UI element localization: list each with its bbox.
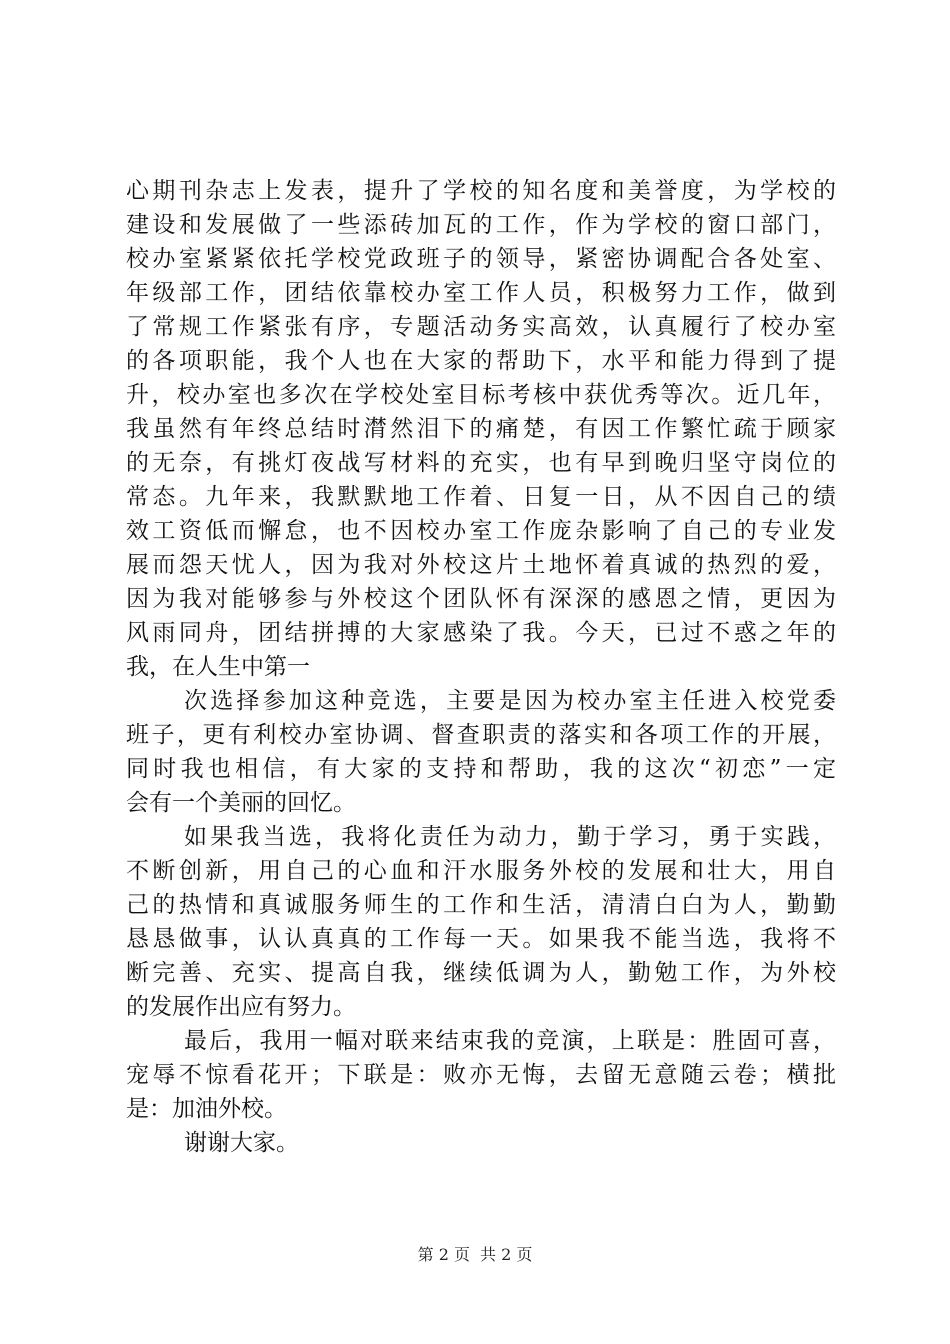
text-line: 我，在人生中第一 [126,654,310,680]
text-line: 的无奈，有挑灯夜战写材料的充实，也有早到晚归坚守岗位的 [126,450,836,476]
text-line: 常态。九年来，我默默地工作着、日复一日，从不因自己的绩 [126,484,836,510]
text-line: 心期刊杂志上发表，提升了学校的知名度和美誉度，为学校的 [126,178,836,204]
text-line: 班子，更有利校办室协调、督查职责的落实和各项工作的开展， [126,722,836,748]
text-line: 效工资低而懈怠，也不因校办室工作庞杂影响了自己的专业发 [126,518,836,544]
text-line: 年级部工作，团结依靠校办室工作人员，积极努力工作，做到 [126,280,836,306]
text-line: 我虽然有年终总结时潸然泪下的痛楚，有因工作繁忙疏于顾家 [126,416,836,442]
text-line: 不断创新，用自己的心血和汗水服务外校的发展和壮大，用自 [126,858,836,884]
text-line: 最后，我用一幅对联来结束我的竞演，上联是：胜固可喜， [184,1028,836,1054]
text-line: 同时我也相信，有大家的支持和帮助，我的这次“初恋”一定 [126,756,836,782]
text-line: 展而怨天忧人，因为我对外校这片土地怀着真诚的热烈的爱， [126,552,836,578]
text-line: 升，校办室也多次在学校处室目标考核中获优秀等次。近几年， [126,382,836,408]
text-line: 的发展作出应有努力。 [126,994,356,1020]
text-line: 如果我当选，我将化责任为动力，勤于学习，勇于实践， [184,824,836,850]
text-line: 了常规工作紧张有序，专题活动务实高效，认真履行了校办室 [126,314,836,340]
text-line: 因为我对能够参与外校这个团队怀有深深的感恩之情，更因为 [126,586,836,612]
text-line: 恳恳做事，认认真真的工作每一天。如果我不能当选，我将不 [126,926,836,952]
text-line: 己的热情和真诚服务师生的工作和生活，清清白白为人，勤勤 [126,892,836,918]
document-body [126,174,836,1160]
text-line: 次选择参加这种竞选，主要是因为校办室主任进入校党委 [184,688,836,714]
text-line: 的各项职能，我个人也在大家的帮助下，水平和能力得到了提 [126,348,836,374]
page-footer [0,1242,950,1265]
text-line: 谢谢大家。 [184,1130,299,1156]
text-line: 宠辱不惊看花开；下联是：败亦无悔，去留无意随云卷；横批 [126,1062,836,1088]
text-line: 断完善、充实、提高自我，继续低调为人，勤勉工作，为外校 [126,960,836,986]
text-line: 会有一个美丽的回忆。 [126,790,356,816]
text-line: 风雨同舟，团结拼搏的大家感染了我。今天，已过不惑之年的 [126,620,836,646]
page-total: 共 2 页 [480,1245,533,1264]
text-line: 是：加油外校。 [126,1096,287,1122]
text-line: 校办室紧紧依托学校党政班子的领导，紧密协调配合各处室、 [126,246,836,272]
text-line: 建设和发展做了一些添砖加瓦的工作，作为学校的窗口部门， [126,212,836,238]
page-number: 第 2 页 [417,1245,470,1264]
